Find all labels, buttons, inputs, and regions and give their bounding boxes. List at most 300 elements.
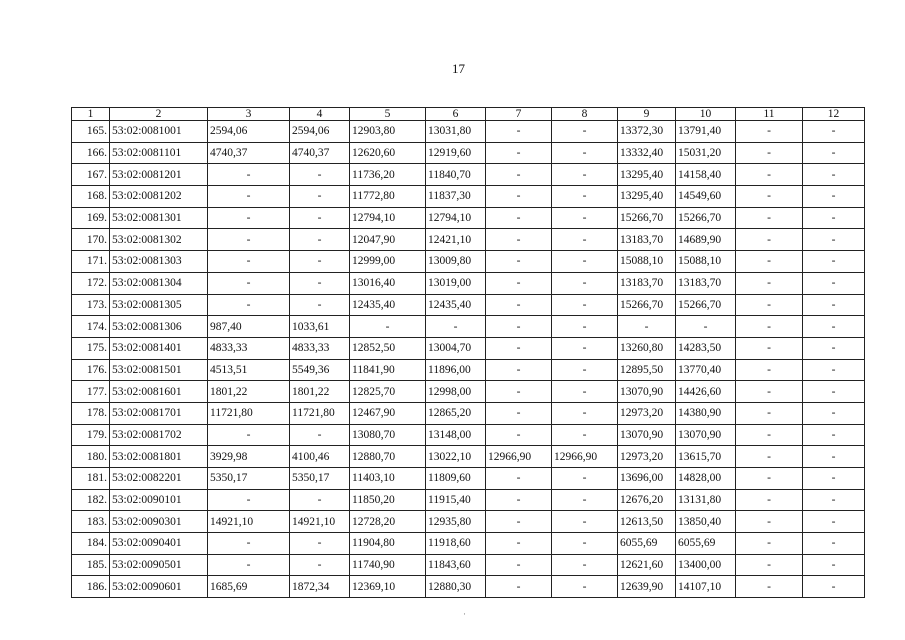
- table-cell: 12047,90: [350, 229, 426, 251]
- table-cell: 53:02:0090301: [110, 511, 208, 533]
- table-cell: 13016,40: [350, 272, 426, 294]
- table-cell: -: [486, 186, 552, 208]
- table-cell: 12852,50: [350, 337, 426, 359]
- table-cell: 167.: [72, 164, 110, 186]
- table-header-row: [72, 108, 865, 121]
- column-header-10: 10: [676, 108, 736, 121]
- table-cell: -: [736, 251, 803, 273]
- table-cell: -: [736, 554, 803, 576]
- table-cell: -: [486, 121, 552, 143]
- table-cell: 15266,70: [618, 207, 676, 229]
- table-cell: 12999,00: [350, 251, 426, 273]
- table-cell: -: [552, 554, 618, 576]
- table-cell: -: [736, 533, 803, 555]
- table-cell: 13850,40: [676, 511, 736, 533]
- table-cell: -: [290, 164, 350, 186]
- table-cell: 14549,60: [676, 186, 736, 208]
- table-cell: 13183,70: [676, 272, 736, 294]
- table-cell: 11904,80: [350, 533, 426, 555]
- table-cell: -: [486, 533, 552, 555]
- table-cell: -: [736, 121, 803, 143]
- table-cell: -: [736, 207, 803, 229]
- table-cell: -: [290, 251, 350, 273]
- table-cell: -: [486, 142, 552, 164]
- table-cell: 53:02:0082201: [110, 468, 208, 490]
- table-cell: -: [486, 251, 552, 273]
- table-cell: 15088,10: [618, 251, 676, 273]
- table-cell: 53:02:0090501: [110, 554, 208, 576]
- table-cell: -: [803, 337, 865, 359]
- table-cell: -: [736, 272, 803, 294]
- table-cell: 53:02:0081304: [110, 272, 208, 294]
- table-cell: 15031,20: [676, 142, 736, 164]
- table-cell: 11918,60: [426, 533, 486, 555]
- table-cell: 14107,10: [676, 576, 736, 598]
- table-cell: 165.: [72, 121, 110, 143]
- table-cell: 13615,70: [676, 446, 736, 468]
- column-header-4: 4: [290, 108, 350, 121]
- table-cell: 53:02:0081202: [110, 186, 208, 208]
- table-cell: -: [736, 468, 803, 490]
- table-cell: -: [552, 207, 618, 229]
- table-cell: -: [208, 207, 290, 229]
- table-cell: -: [208, 272, 290, 294]
- table-cell: 181.: [72, 468, 110, 490]
- table-cell: 11736,20: [350, 164, 426, 186]
- table-cell: 53:02:0090601: [110, 576, 208, 598]
- table-cell: 53:02:0081701: [110, 402, 208, 424]
- column-header-5: 5: [350, 108, 426, 121]
- table-cell: 13022,10: [426, 446, 486, 468]
- table-cell: 1801,22: [208, 381, 290, 403]
- table-cell: 53:02:0081801: [110, 446, 208, 468]
- table-cell: 12966,90: [552, 446, 618, 468]
- table-cell: 13070,90: [676, 424, 736, 446]
- table-row: [72, 489, 865, 511]
- table-cell: 11837,30: [426, 186, 486, 208]
- page-number: 17: [452, 61, 465, 76]
- table-cell: -: [290, 229, 350, 251]
- table-cell: -: [736, 359, 803, 381]
- table-cell: -: [290, 272, 350, 294]
- table-cell: 186.: [72, 576, 110, 598]
- table-cell: 13148,00: [426, 424, 486, 446]
- table-cell: 11850,20: [350, 489, 426, 511]
- table-cell: 11772,80: [350, 186, 426, 208]
- table-cell: -: [208, 294, 290, 316]
- column-header-8: 8: [552, 108, 618, 121]
- table-cell: -: [736, 511, 803, 533]
- table-cell: -: [803, 359, 865, 381]
- table-cell: -: [803, 446, 865, 468]
- table-cell: 13004,70: [426, 337, 486, 359]
- table-cell: 15088,10: [676, 251, 736, 273]
- table-cell: -: [803, 554, 865, 576]
- table-cell: 5549,36: [290, 359, 350, 381]
- table-cell: 14426,60: [676, 381, 736, 403]
- table-cell: 53:02:0081001: [110, 121, 208, 143]
- table-cell: -: [552, 251, 618, 273]
- table-cell: -: [736, 316, 803, 338]
- table-row: [72, 251, 865, 273]
- table-cell: 13791,40: [676, 121, 736, 143]
- table-row: [72, 142, 865, 164]
- table-cell: -: [208, 424, 290, 446]
- table-cell: 13770,40: [676, 359, 736, 381]
- table-cell: 12676,20: [618, 489, 676, 511]
- table-cell: 180.: [72, 446, 110, 468]
- column-header-12: 12: [803, 108, 865, 121]
- table-cell: 13183,70: [618, 229, 676, 251]
- table-row: [72, 272, 865, 294]
- table-cell: -: [803, 576, 865, 598]
- table-cell: 13260,80: [618, 337, 676, 359]
- table-cell: 4833,33: [290, 337, 350, 359]
- table-cell: 170.: [72, 229, 110, 251]
- table-cell: -: [736, 576, 803, 598]
- table-cell: 14689,90: [676, 229, 736, 251]
- table-cell: 1801,22: [290, 381, 350, 403]
- table-cell: -: [552, 164, 618, 186]
- table-cell: -: [290, 424, 350, 446]
- table-row: [72, 576, 865, 598]
- table-cell: 11740,90: [350, 554, 426, 576]
- table-cell: 13019,00: [426, 272, 486, 294]
- table-cell: 12467,90: [350, 402, 426, 424]
- table-row: [72, 121, 865, 143]
- table-cell: -: [552, 511, 618, 533]
- table-row: [72, 207, 865, 229]
- table-cell: -: [486, 489, 552, 511]
- table-cell: 12880,30: [426, 576, 486, 598]
- table-cell: -: [803, 381, 865, 403]
- column-header-7: 7: [486, 108, 552, 121]
- table-cell: -: [552, 468, 618, 490]
- table-cell: 53:02:0081401: [110, 337, 208, 359]
- table-cell: -: [552, 576, 618, 598]
- table-cell: 12620,60: [350, 142, 426, 164]
- table-cell: -: [736, 424, 803, 446]
- table-cell: -: [486, 576, 552, 598]
- table-cell: 11896,00: [426, 359, 486, 381]
- table-cell: 6055,69: [618, 533, 676, 555]
- table-cell: 53:02:0081305: [110, 294, 208, 316]
- table-cell: 185.: [72, 554, 110, 576]
- table-cell: 13183,70: [618, 272, 676, 294]
- table-cell: 177.: [72, 381, 110, 403]
- table-cell: -: [552, 316, 618, 338]
- table-cell: 53:02:0081306: [110, 316, 208, 338]
- table-cell: -: [552, 533, 618, 555]
- table-cell: 13295,40: [618, 164, 676, 186]
- table-cell: 53:02:0081702: [110, 424, 208, 446]
- table-cell: 12728,20: [350, 511, 426, 533]
- scan-artifact: ·: [463, 609, 466, 619]
- column-header-6: 6: [426, 108, 486, 121]
- table-cell: -: [803, 489, 865, 511]
- table-cell: -: [552, 402, 618, 424]
- table-cell: 2594,06: [290, 121, 350, 143]
- table-cell: -: [208, 533, 290, 555]
- table-cell: 5350,17: [208, 468, 290, 490]
- table-cell: 11840,70: [426, 164, 486, 186]
- table-cell: -: [350, 316, 426, 338]
- table-row: [72, 554, 865, 576]
- table-cell: -: [803, 402, 865, 424]
- data-table: [71, 107, 865, 598]
- table-cell: -: [803, 251, 865, 273]
- table-row: [72, 511, 865, 533]
- table-cell: 53:02:0081301: [110, 207, 208, 229]
- table-row: [72, 337, 865, 359]
- table-cell: 12865,20: [426, 402, 486, 424]
- table-cell: -: [208, 554, 290, 576]
- table-row: [72, 229, 865, 251]
- column-header-2: 2: [110, 108, 208, 121]
- table-cell: 53:02:0081303: [110, 251, 208, 273]
- table-cell: 183.: [72, 511, 110, 533]
- table-cell: 14380,90: [676, 402, 736, 424]
- table-cell: -: [486, 359, 552, 381]
- table-cell: -: [486, 164, 552, 186]
- table-cell: -: [552, 272, 618, 294]
- table-cell: -: [736, 164, 803, 186]
- table-cell: 53:02:0081601: [110, 381, 208, 403]
- table-cell: 12435,40: [350, 294, 426, 316]
- table-cell: 12794,10: [426, 207, 486, 229]
- table-cell: 53:02:0090101: [110, 489, 208, 511]
- table-cell: -: [486, 294, 552, 316]
- table-cell: 14921,10: [290, 511, 350, 533]
- table-cell: -: [208, 186, 290, 208]
- table-cell: 173.: [72, 294, 110, 316]
- table-row: [72, 424, 865, 446]
- table-cell: 14921,10: [208, 511, 290, 533]
- table-cell: 182.: [72, 489, 110, 511]
- column-header-1: 1: [72, 108, 110, 121]
- table-cell: 12369,10: [350, 576, 426, 598]
- table-cell: 12895,50: [618, 359, 676, 381]
- table-cell: -: [803, 142, 865, 164]
- table-cell: 14828,00: [676, 468, 736, 490]
- table-cell: 4833,33: [208, 337, 290, 359]
- table-cell: 168.: [72, 186, 110, 208]
- table-cell: -: [803, 294, 865, 316]
- table-cell: 13332,40: [618, 142, 676, 164]
- column-header-9: 9: [618, 108, 676, 121]
- table-cell: -: [552, 359, 618, 381]
- table-cell: -: [208, 489, 290, 511]
- table-row: [72, 446, 865, 468]
- table-cell: 13295,40: [618, 186, 676, 208]
- table-cell: 1685,69: [208, 576, 290, 598]
- table-cell: 11721,80: [208, 402, 290, 424]
- table-cell: 13696,00: [618, 468, 676, 490]
- table-cell: -: [290, 533, 350, 555]
- table-cell: 179.: [72, 424, 110, 446]
- table-cell: -: [290, 207, 350, 229]
- table-row: [72, 359, 865, 381]
- column-header-11: 11: [736, 108, 803, 121]
- table-cell: 5350,17: [290, 468, 350, 490]
- table-row: [72, 164, 865, 186]
- table-cell: -: [486, 511, 552, 533]
- table-cell: 184.: [72, 533, 110, 555]
- table-cell: 987,40: [208, 316, 290, 338]
- table-body: [72, 121, 865, 598]
- table-cell: -: [803, 164, 865, 186]
- table-cell: 166.: [72, 142, 110, 164]
- table-cell: 11843,60: [426, 554, 486, 576]
- table-cell: 13372,30: [618, 121, 676, 143]
- table-cell: -: [736, 229, 803, 251]
- table-cell: 53:02:0081302: [110, 229, 208, 251]
- table-cell: 12613,50: [618, 511, 676, 533]
- table-cell: 172.: [72, 272, 110, 294]
- table-cell: 171.: [72, 251, 110, 273]
- table-cell: 4513,51: [208, 359, 290, 381]
- table-cell: -: [486, 316, 552, 338]
- table-cell: -: [803, 511, 865, 533]
- table-cell: 176.: [72, 359, 110, 381]
- table-cell: -: [803, 316, 865, 338]
- table-cell: 12998,00: [426, 381, 486, 403]
- table-cell: 53:02:0081101: [110, 142, 208, 164]
- table-cell: 53:02:0081201: [110, 164, 208, 186]
- table-cell: -: [486, 272, 552, 294]
- table-cell: 53:02:0081501: [110, 359, 208, 381]
- table-cell: -: [736, 489, 803, 511]
- table-cell: 13080,70: [350, 424, 426, 446]
- table-cell: -: [486, 554, 552, 576]
- table-cell: -: [208, 229, 290, 251]
- table-row: [72, 381, 865, 403]
- table-cell: 4740,37: [208, 142, 290, 164]
- table-cell: 12825,70: [350, 381, 426, 403]
- table-cell: -: [676, 316, 736, 338]
- table-cell: 4740,37: [290, 142, 350, 164]
- table-cell: 13070,90: [618, 381, 676, 403]
- table-cell: -: [552, 424, 618, 446]
- table-cell: 12903,80: [350, 121, 426, 143]
- table-cell: -: [486, 229, 552, 251]
- table-cell: -: [486, 402, 552, 424]
- table-cell: -: [803, 186, 865, 208]
- table-cell: -: [618, 316, 676, 338]
- table-cell: 12919,60: [426, 142, 486, 164]
- table-cell: 13400,00: [676, 554, 736, 576]
- table-cell: -: [736, 446, 803, 468]
- table-cell: 13070,90: [618, 424, 676, 446]
- table-cell: 11841,90: [350, 359, 426, 381]
- table-cell: 13031,80: [426, 121, 486, 143]
- table-cell: 11721,80: [290, 402, 350, 424]
- table-cell: 14283,50: [676, 337, 736, 359]
- table-cell: -: [486, 424, 552, 446]
- table-row: [72, 468, 865, 490]
- table-cell: -: [290, 186, 350, 208]
- table-cell: 3929,98: [208, 446, 290, 468]
- table-row: [72, 316, 865, 338]
- table-cell: 11915,40: [426, 489, 486, 511]
- table-row: [72, 294, 865, 316]
- table-cell: 174.: [72, 316, 110, 338]
- table-cell: 15266,70: [676, 294, 736, 316]
- table-cell: 4100,46: [290, 446, 350, 468]
- table-cell: 175.: [72, 337, 110, 359]
- table-cell: -: [552, 294, 618, 316]
- table-cell: 11403,10: [350, 468, 426, 490]
- table-cell: 12621,60: [618, 554, 676, 576]
- table-cell: 6055,69: [676, 533, 736, 555]
- table-cell: -: [803, 424, 865, 446]
- table-cell: 14158,40: [676, 164, 736, 186]
- table-cell: -: [552, 229, 618, 251]
- table-cell: -: [290, 554, 350, 576]
- table-cell: -: [736, 186, 803, 208]
- table-cell: 12973,20: [618, 446, 676, 468]
- table-cell: 11809,60: [426, 468, 486, 490]
- table-cell: -: [208, 164, 290, 186]
- table-cell: 15266,70: [676, 207, 736, 229]
- table-row: [72, 186, 865, 208]
- table-cell: 178.: [72, 402, 110, 424]
- table-cell: -: [426, 316, 486, 338]
- table-cell: -: [736, 337, 803, 359]
- table-cell: -: [736, 402, 803, 424]
- table-cell: -: [552, 489, 618, 511]
- table-cell: 1872,34: [290, 576, 350, 598]
- table-cell: -: [736, 142, 803, 164]
- table-cell: 15266,70: [618, 294, 676, 316]
- table-cell: 12435,40: [426, 294, 486, 316]
- table-cell: 12966,90: [486, 446, 552, 468]
- table-cell: -: [803, 533, 865, 555]
- table-cell: -: [290, 294, 350, 316]
- table-cell: -: [736, 294, 803, 316]
- table-cell: 12639,90: [618, 576, 676, 598]
- table-cell: 53:02:0090401: [110, 533, 208, 555]
- table-cell: -: [552, 142, 618, 164]
- table-cell: -: [486, 337, 552, 359]
- table-cell: 169.: [72, 207, 110, 229]
- column-header-3: 3: [208, 108, 290, 121]
- table-cell: -: [552, 121, 618, 143]
- table-cell: -: [552, 337, 618, 359]
- table-cell: -: [486, 468, 552, 490]
- table-cell: 2594,06: [208, 121, 290, 143]
- table-cell: -: [552, 381, 618, 403]
- table-cell: 12794,10: [350, 207, 426, 229]
- table-cell: 12421,10: [426, 229, 486, 251]
- table-cell: 13131,80: [676, 489, 736, 511]
- table-cell: -: [552, 186, 618, 208]
- table-cell: -: [290, 489, 350, 511]
- table-row: [72, 402, 865, 424]
- table-cell: -: [803, 468, 865, 490]
- table-cell: -: [208, 251, 290, 273]
- table-cell: -: [486, 207, 552, 229]
- table-cell: 12880,70: [350, 446, 426, 468]
- table-cell: -: [803, 121, 865, 143]
- table-cell: -: [736, 381, 803, 403]
- table-cell: 13009,80: [426, 251, 486, 273]
- table-cell: -: [803, 272, 865, 294]
- table-cell: -: [803, 229, 865, 251]
- table-cell: -: [803, 207, 865, 229]
- table-cell: 12973,20: [618, 402, 676, 424]
- table-cell: 12935,80: [426, 511, 486, 533]
